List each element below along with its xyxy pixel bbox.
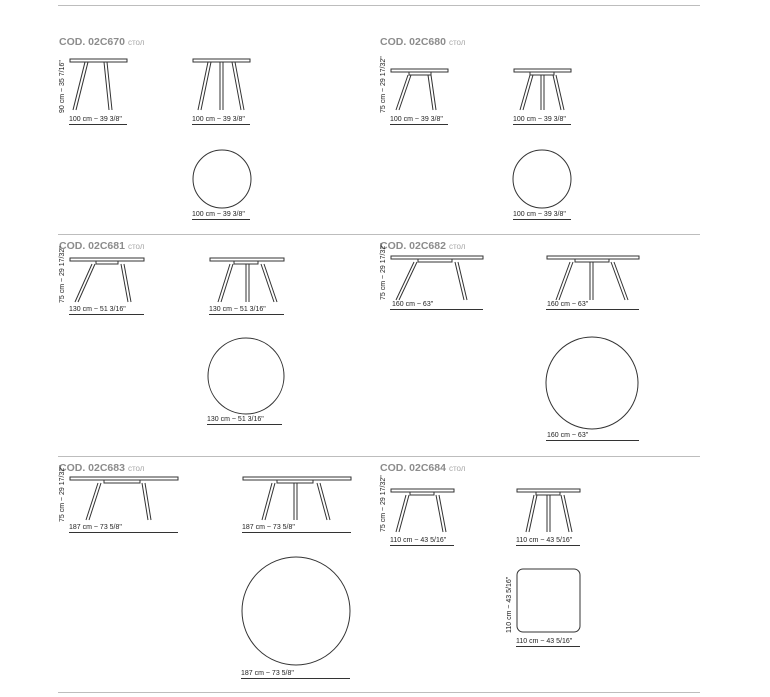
dimension-line [516, 545, 580, 546]
width-dimension: 160 cm ~ 63" [547, 301, 589, 308]
side-view-02c683 [243, 477, 351, 520]
dimension-line [513, 124, 571, 125]
dimension-line [192, 124, 250, 125]
width-dimension: 100 cm ~ 39 3/8" [513, 116, 566, 123]
width-dimension: 130 cm ~ 51 3/16" [207, 416, 264, 423]
product-code: COD. 02C681 [59, 240, 125, 252]
product-type: стол [127, 464, 145, 473]
dimension-line [241, 678, 350, 679]
dimension-line [546, 440, 639, 441]
front-view-02c680 [391, 69, 448, 110]
side-view-02c680 [514, 69, 571, 110]
product-type: стол [448, 242, 466, 251]
height-dimension: 75 cm ~ 29 17/32" [380, 56, 387, 113]
dimension-line [69, 314, 144, 315]
side-view-02c682 [547, 256, 639, 300]
product-code: COD. 02C682 [380, 240, 446, 252]
width-dimension: 130 cm ~ 51 3/16" [69, 306, 126, 313]
product-code: COD. 02C684 [380, 462, 446, 474]
dimension-line [192, 219, 250, 220]
dimension-line [546, 309, 639, 310]
height-dimension: 75 cm ~ 29 17/32" [59, 246, 66, 303]
top-view-02c680 [513, 150, 571, 208]
width-dimension: 100 cm ~ 39 3/8" [390, 116, 443, 123]
height-dimension: 75 cm ~ 29 17/32" [380, 243, 387, 300]
front-view-02c681 [70, 258, 144, 302]
front-view-02c682 [391, 256, 483, 300]
dimension-line [69, 532, 178, 533]
top-view-02c682 [546, 337, 638, 429]
dimension-line [516, 646, 580, 647]
front-view-02c683 [70, 477, 178, 520]
width-dimension: 110 cm ~ 43 5/16" [516, 638, 573, 645]
side-view-02c681 [210, 258, 284, 302]
depth-dimension: 110 cm ~ 43 5/16" [506, 576, 513, 633]
width-dimension: 187 cm ~ 73 5/8" [242, 524, 295, 531]
product-code: COD. 02C670 [59, 36, 125, 48]
width-dimension: 160 cm ~ 63" [547, 432, 589, 439]
product-type: стол [448, 38, 466, 47]
height-dimension: 75 cm ~ 29 17/32" [59, 465, 66, 522]
width-dimension: 160 cm ~ 63" [392, 301, 434, 308]
product-type: стол [127, 242, 145, 251]
side-view-02c684 [517, 489, 580, 532]
dimension-line [513, 219, 571, 220]
top-view-02c684 [517, 569, 580, 632]
dimension-line [242, 532, 351, 533]
width-dimension: 187 cm ~ 73 5/8" [241, 670, 294, 677]
product-code: COD. 02C680 [380, 36, 446, 48]
dimension-line [390, 124, 448, 125]
width-dimension: 110 cm ~ 43 5/16" [390, 537, 447, 544]
dimension-line [69, 124, 127, 125]
dimension-line [390, 545, 454, 546]
width-dimension: 187 cm ~ 73 5/8" [69, 524, 122, 531]
front-view-02c684 [391, 489, 454, 532]
top-view-02c683 [242, 557, 350, 665]
dimension-line [390, 309, 483, 310]
width-dimension: 130 cm ~ 51 3/16" [209, 306, 266, 313]
width-dimension: 100 cm ~ 39 3/8" [192, 116, 245, 123]
side-view-02c670 [193, 59, 250, 110]
product-code: COD. 02C683 [59, 462, 125, 474]
product-type: стол [127, 38, 145, 47]
dimension-line [207, 424, 282, 425]
width-dimension: 100 cm ~ 39 3/8" [192, 211, 245, 218]
height-dimension: 75 cm ~ 29 17/32" [380, 475, 387, 532]
width-dimension: 100 cm ~ 39 3/8" [513, 211, 566, 218]
product-type: стол [448, 464, 466, 473]
height-dimension: 90 cm ~ 35 7/16" [59, 60, 66, 113]
top-view-02c670 [193, 150, 251, 208]
dimension-line [209, 314, 284, 315]
width-dimension: 100 cm ~ 39 3/8" [69, 116, 122, 123]
width-dimension: 110 cm ~ 43 5/16" [516, 537, 573, 544]
top-view-02c681 [208, 338, 284, 414]
front-view-02c670 [70, 59, 127, 110]
